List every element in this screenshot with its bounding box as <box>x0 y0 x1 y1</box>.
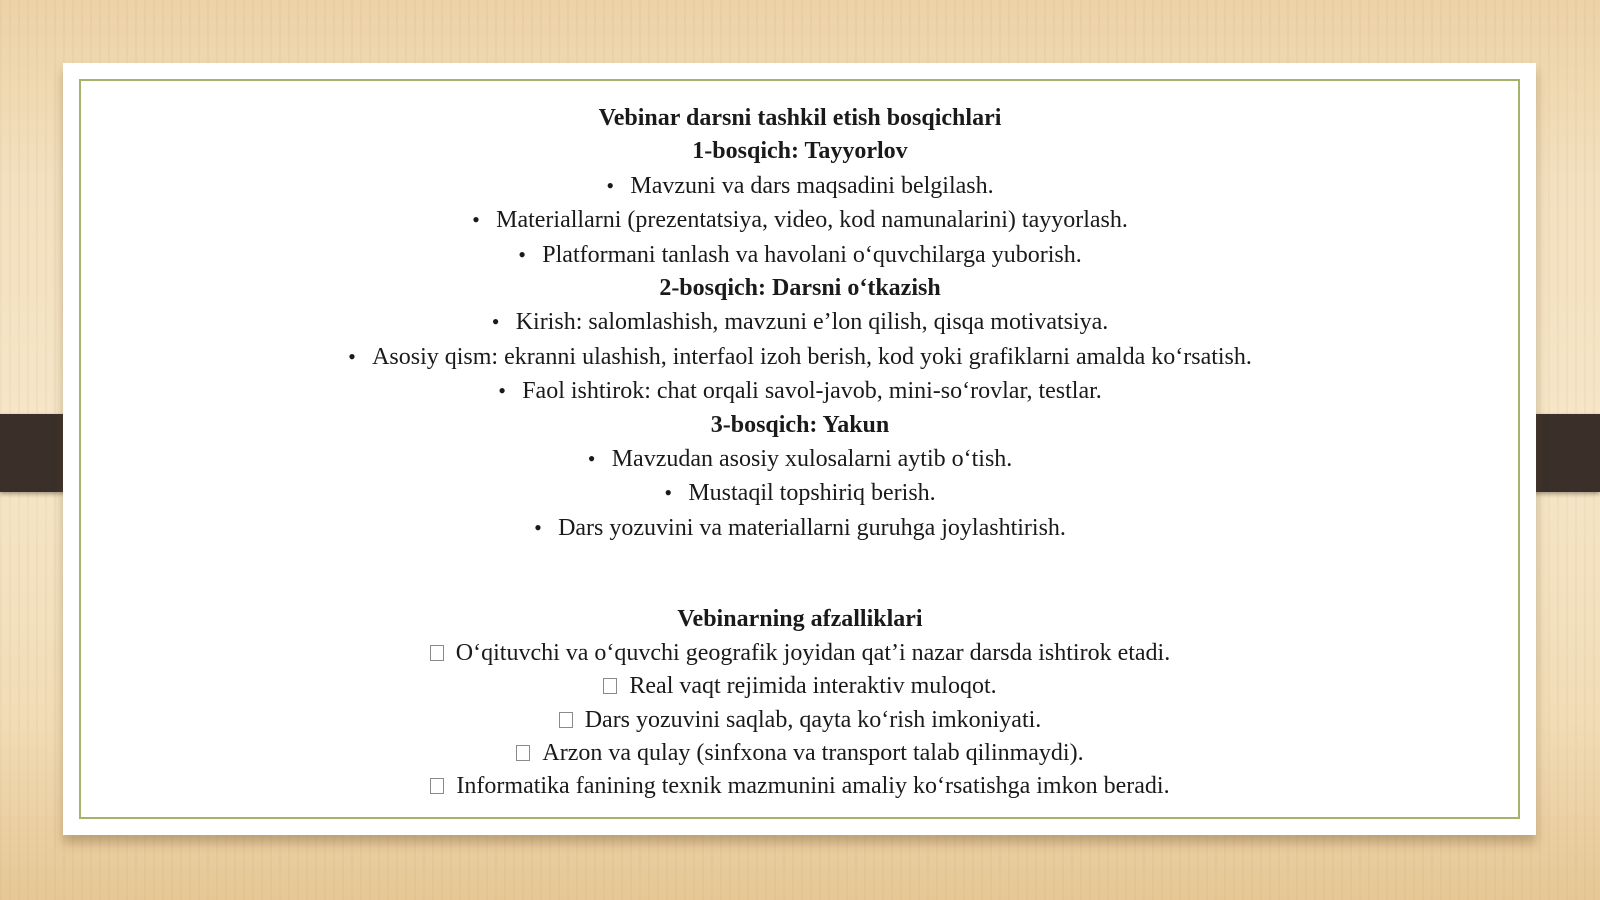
list-item-text: Asosiy qism: ekranni ulashish, interfaol izoh berish, kod yoki grafiklarni amalda ko‘rsatish. <box>372 343 1252 370</box>
list-item-text: Informatika fanining texnik mazmunini amaliy ko‘rsatishga imkon beradi. <box>456 773 1170 800</box>
bullet-icon: • <box>664 480 673 506</box>
slide-title: Vebinar darsni tashkil etish bosqichlari <box>598 105 1002 131</box>
list-item-text: Mavzudan asosiy xulosalarni aytib o‘tish. <box>611 446 1013 473</box>
checkbox-icon <box>559 712 573 728</box>
bullet-icon: • <box>491 309 500 335</box>
bullet-icon: • <box>534 514 542 540</box>
list-item <box>0 637 1600 670</box>
list-item <box>0 511 1600 545</box>
list-item <box>0 238 1600 272</box>
list-item-text: Dars yozuvini saqlab, qayta ko‘rish imkoniyati. <box>584 706 1042 733</box>
list-item <box>0 704 1600 737</box>
list-item <box>0 169 1600 203</box>
list-item <box>0 374 1600 408</box>
list-item-text: Materiallarni (prezentatsiya, video, kod namunalarini) tayyorlash. <box>496 207 1128 234</box>
list-item-text: Mavzuni va dars maqsadini belgilash. <box>630 172 994 199</box>
checkbox-icon <box>516 745 530 761</box>
list-item-text: O‘qituvchi va o‘quvchi geografik joyidan qat’i nazar darsda ishtirok etadi. <box>455 639 1171 666</box>
list-item <box>0 670 1600 703</box>
stage-3-heading: 3-bosqich: Yakun <box>710 411 890 438</box>
checkbox-icon <box>430 778 444 794</box>
list-item <box>0 737 1600 770</box>
bullet-icon: • <box>587 446 596 472</box>
list-item-text: Kirish: salomlashish, mavzuni e’lon qilish, qisqa motivatsiya. <box>515 309 1109 336</box>
list-item-text: Faol ishtirok: chat orqali savol-javob, mini-so‘rovlar, testlar. <box>522 378 1102 405</box>
bullet-icon: • <box>498 378 506 404</box>
list-item <box>0 476 1600 510</box>
list-item-text: Real vaqt rejimida interaktiv muloqot. <box>629 673 997 700</box>
list-item-text: Mustaqil topshiriq berish. <box>688 480 936 507</box>
bullet-icon: • <box>348 343 356 369</box>
checkbox-icon <box>430 645 444 661</box>
advantages-heading: Vebinarning afzalliklari <box>677 606 923 633</box>
list-item-text: Dars yozuvini va materiallarni guruhga joylashtirish. <box>558 514 1066 541</box>
bullet-icon: • <box>606 172 615 198</box>
list-item <box>0 203 1600 237</box>
stage-1-heading: 1-bosqich: Tayyorlov <box>692 138 908 165</box>
bullet-icon: • <box>472 207 480 233</box>
stage-2-heading: 2-bosqich: Darsni o‘tkazish <box>659 275 941 302</box>
list-item-text: Arzon va qulay (sinfxona va transport talab qilinmaydi). <box>542 739 1084 766</box>
section-spacer <box>0 545 1600 603</box>
list-item <box>0 770 1600 803</box>
list-item <box>0 340 1600 374</box>
checkbox-icon <box>603 678 617 694</box>
list-item <box>0 442 1600 476</box>
list-item <box>0 305 1600 339</box>
bullet-icon: • <box>518 241 526 267</box>
slide-content <box>0 102 1600 804</box>
list-item-text: Platformani tanlash va havolani o‘quvchilarga yuborish. <box>542 241 1082 268</box>
